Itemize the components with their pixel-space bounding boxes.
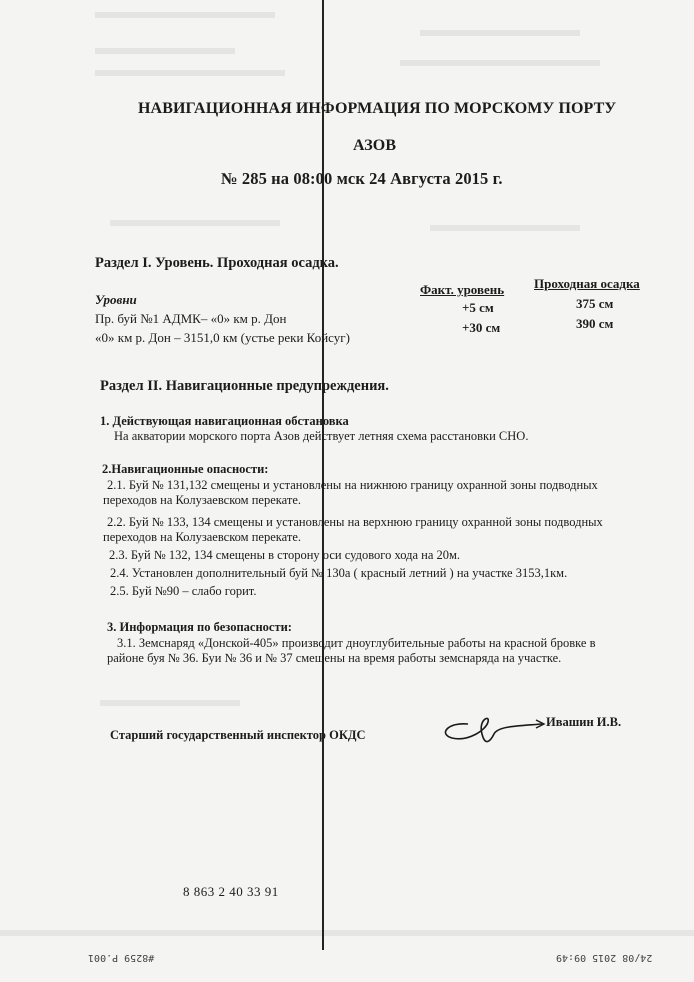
item2-2-line1: 2.2. Буй № 133, 134 смещены и установлены на верхнюю границу охранной зоны подводных (107, 515, 603, 529)
item1-heading: 1. Действующая навигационная обстановка (100, 414, 349, 428)
col-header-draft: Проходная осадка (534, 276, 640, 291)
item2-2-line2: переходов на Колузаевском перекате. (103, 530, 301, 544)
item2-4: 2.4. Установлен дополнительный буй № 130а ( красный летний ) на участке 3153,1км. (110, 566, 568, 580)
item3-heading: 3. Информация по безопасности: (107, 620, 292, 634)
item3-line1: 3.1. Земснаряд «Донской-405» производит дноуглубительные работы на красной бровке в (117, 636, 596, 650)
levels-label: Уровни (95, 292, 137, 307)
level-row-draft: 390 см (576, 316, 614, 331)
item2-1-line2: переходов на Колузаевском перекате. (103, 493, 301, 507)
bulletin-number: № 285 на 08:00 мск 24 Августа 2015 г. (221, 169, 503, 188)
phone-number: 8 863 2 40 33 91 (183, 884, 279, 899)
level-row-draft: 375 см (576, 296, 614, 311)
item2-3: 2.3. Буй № 132, 134 смещены в сторону оси судового хода на 20м. (109, 548, 461, 562)
level-row-fact: +5 см (462, 300, 494, 315)
item1-text: На акватории морского порта Азов действует летняя схема расстановки СНО. (114, 429, 529, 443)
col-header-fact-level: Факт. уровень (420, 282, 505, 297)
port-name: АЗОВ (353, 137, 397, 154)
level-row-place: «0» км р. Дон – 3151,0 км (устье реки Койсуг) (95, 330, 350, 345)
signatory-position: Старший государственный инспектор ОКДС (110, 728, 366, 742)
section1-heading: Раздел I. Уровень. Проходная осадка. (95, 255, 339, 271)
section2-heading: Раздел II. Навигационные предупреждения. (100, 378, 389, 394)
level-row-place: Пр. буй №1 АДМК– «0» км р. Дон (95, 311, 287, 326)
level-row-fact: +30 см (462, 320, 501, 335)
item3-line2: районе буя № 36. Буи № 36 и № 37 смещены на время работы земснаряда на участке. (107, 651, 562, 665)
item2-1-line1: 2.1. Буй № 131,132 смещены и установлены на нижнюю границу охранной зоны подводных (107, 478, 598, 492)
item2-heading: 2.Навигационные опасности: (102, 462, 269, 476)
item2-5: 2.5. Буй №90 – слабо горит. (110, 584, 257, 598)
signatory-name: Ивашин И.В. (546, 715, 622, 729)
scan-fold-line (322, 0, 324, 950)
fax-footer-page: #8259 P.001 (88, 952, 155, 963)
doc-title: НАВИГАЦИОННАЯ ИНФОРМАЦИЯ ПО МОРСКОМУ ПОРТУ (138, 100, 617, 117)
fax-footer-timestamp: 24/08 2015 09:49 (556, 952, 653, 963)
